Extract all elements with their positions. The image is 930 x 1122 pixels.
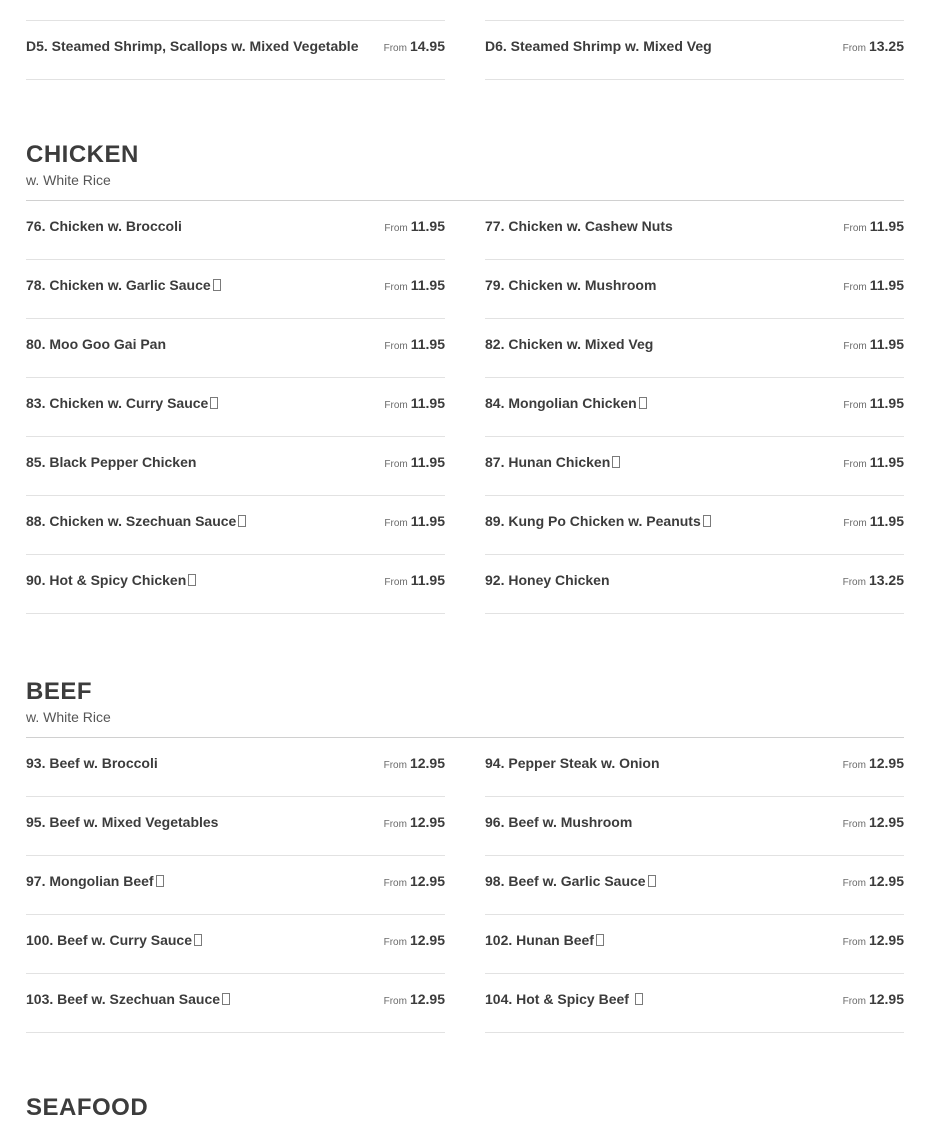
spicy-icon: [213, 279, 221, 291]
menu-item-name: [485, 991, 643, 1007]
menu-item-price-wrap: [384, 277, 445, 295]
menu-item-price: 12.95: [868, 755, 904, 771]
menu-item-name: [485, 454, 620, 470]
menu-item-name: [26, 277, 221, 293]
menu-item-name: [485, 755, 660, 771]
menu-item-price-wrap: [843, 513, 904, 531]
menu-item-name: [485, 218, 673, 234]
menu-item-name-text: 82. Chicken w. Mixed Veg: [485, 336, 654, 352]
menu-item-price-wrap: [843, 572, 904, 590]
menu-item-price-wrap: [843, 814, 904, 832]
section-subtitle: w. White Rice: [26, 709, 111, 725]
spicy-icon: [210, 397, 218, 409]
menu-item-name: [485, 873, 656, 889]
menu-item[interactable]: [485, 437, 904, 496]
menu-item-name: [485, 932, 604, 948]
chicken-section-header: [26, 141, 904, 201]
menu-item-price: 14.95: [409, 38, 445, 54]
menu-item-name-text: 83. Chicken w. Curry Sauce: [26, 395, 209, 411]
menu-item-price-wrap: [384, 991, 445, 1009]
price-from-label: From: [383, 996, 407, 1007]
menu-item[interactable]: [26, 437, 445, 496]
price-from-label: From: [842, 43, 866, 54]
spicy-icon: [194, 934, 202, 946]
menu-item[interactable]: [26, 555, 445, 614]
menu-item-price: 12.95: [409, 755, 445, 771]
menu-item-name: [485, 336, 653, 352]
menu-item-name-text: 98. Beef w. Garlic Sauce: [485, 873, 646, 889]
menu-item-price-wrap: [384, 755, 445, 773]
menu-item-price-wrap: [843, 873, 904, 891]
spicy-icon: [648, 875, 656, 887]
menu-item-price-wrap: [384, 38, 445, 56]
spicy-icon: [639, 397, 647, 409]
menu-item-price: 11.95: [410, 513, 445, 529]
menu-item-price: 12.95: [409, 873, 445, 889]
menu-item-name-text: 89. Kung Po Chicken w. Peanuts: [485, 513, 701, 529]
price-from-label: From: [384, 223, 408, 234]
menu-item[interactable]: [26, 915, 445, 974]
menu-item[interactable]: [485, 738, 904, 797]
menu-item-name: [485, 814, 632, 830]
menu-item[interactable]: [485, 201, 904, 260]
menu-item[interactable]: [26, 201, 445, 260]
menu-item-name: [26, 395, 218, 411]
menu-item-price-wrap: [843, 336, 904, 354]
section-title: BEEF: [26, 678, 93, 705]
menu-item-price-wrap: [843, 991, 904, 1009]
menu-item-name: D6. Steamed Shrimp w. Mixed Veg: [485, 38, 712, 54]
menu-item-name-text: 84. Mongolian Chicken: [485, 395, 637, 411]
menu-item-price-wrap: [843, 755, 904, 773]
spicy-icon: [596, 934, 604, 946]
menu-item-name-text: 92. Honey Chicken: [485, 572, 610, 588]
price-from-label: From: [384, 400, 408, 411]
menu-item-name-text: 78. Chicken w. Garlic Sauce: [26, 277, 211, 293]
menu-item-price: 11.95: [869, 454, 904, 470]
menu-item-price: 12.95: [409, 814, 445, 830]
menu-item-price-wrap: [843, 218, 904, 236]
price-from-label: From: [842, 577, 866, 588]
menu-item-name: [485, 395, 647, 411]
menu-item-name-text: 96. Beef w. Mushroom: [485, 814, 633, 830]
spicy-icon: [612, 456, 620, 468]
menu-item-name: [26, 513, 246, 529]
price-from-label: From: [384, 282, 408, 293]
price-from-label: From: [383, 760, 407, 771]
menu-item-name-text: 97. Mongolian Beef: [26, 873, 154, 889]
chicken-menu-grid: [26, 201, 904, 614]
price-from-label: From: [842, 819, 866, 830]
chicken-section: [26, 141, 904, 614]
menu-item-name: D5. Steamed Shrimp, Scallops w. Mixed Vegetable: [26, 38, 359, 54]
menu-item-name-text: 102. Hunan Beef: [485, 932, 594, 948]
spicy-icon: [156, 875, 164, 887]
menu-item[interactable]: [26, 856, 445, 915]
menu-item-name: [26, 454, 196, 470]
menu-item-price: 12.95: [868, 932, 904, 948]
menu-item-price: 11.95: [410, 572, 445, 588]
menu-item-price-wrap: [843, 932, 904, 950]
menu-item[interactable]: [26, 260, 445, 319]
spicy-icon: [703, 515, 711, 527]
dinner-specials-section-tail: [26, 20, 904, 80]
seafood-section: [26, 1094, 904, 1122]
menu-item-price: 11.95: [869, 395, 904, 411]
price-from-label: From: [384, 577, 408, 588]
menu-item-price: 11.95: [410, 454, 445, 470]
menu-item-name: [26, 572, 196, 588]
menu-item-price: 11.95: [869, 218, 904, 234]
menu-item-price: 12.95: [409, 932, 445, 948]
menu-item-price-wrap: [843, 395, 904, 413]
menu-item-price-wrap: [384, 814, 445, 832]
menu-item-price-wrap: [384, 932, 445, 950]
menu-item[interactable]: [26, 797, 445, 856]
menu-item-name: [26, 755, 158, 771]
menu-item-price-wrap: [384, 873, 445, 891]
menu-item-name: [26, 336, 166, 352]
spicy-icon: [238, 515, 246, 527]
menu-item[interactable]: [485, 319, 904, 378]
menu-item-name-text: 87. Hunan Chicken: [485, 454, 611, 470]
menu-item-name-text: 88. Chicken w. Szechuan Sauce: [26, 513, 237, 529]
menu-item[interactable]: [485, 20, 904, 80]
menu-item[interactable]: [485, 496, 904, 555]
menu-item-name: [26, 873, 164, 889]
menu-item-name-text: 100. Beef w. Curry Sauce: [26, 932, 193, 948]
spicy-icon: [635, 993, 643, 1005]
menu-item-name-text: 103. Beef w. Szechuan Sauce: [26, 991, 221, 1007]
menu-item-price-wrap: [384, 218, 445, 236]
price-from-label: From: [842, 996, 866, 1007]
price-from-label: From: [383, 878, 407, 889]
section-subtitle: w. White Rice: [26, 172, 111, 188]
menu-item[interactable]: [485, 915, 904, 974]
menu-item-name: [485, 513, 711, 529]
price-from-label: From: [843, 518, 867, 529]
menu-item-name: [485, 277, 656, 293]
menu-item-price: 11.95: [410, 218, 445, 234]
menu-item-name: [26, 814, 218, 830]
beef-menu-grid: [26, 738, 904, 1033]
spicy-icon: [222, 993, 230, 1005]
menu-item-name-text: 90. Hot & Spicy Chicken: [26, 572, 187, 588]
menu-grid-top: [26, 20, 904, 80]
beef-section-header: [26, 678, 904, 738]
menu-item-name-text: 85. Black Pepper Chicken: [26, 454, 197, 470]
section-title: SEAFOOD: [26, 1094, 149, 1121]
menu-item-price: 11.95: [410, 395, 445, 411]
menu-item-price: 12.95: [868, 873, 904, 889]
price-from-label: From: [843, 400, 867, 411]
menu-item-price-wrap: [384, 336, 445, 354]
menu-item-price: 12.95: [868, 814, 904, 830]
menu-item-name-text: 94. Pepper Steak w. Onion: [485, 755, 660, 771]
menu-item[interactable]: [26, 496, 445, 555]
menu-item-price-wrap: [843, 277, 904, 295]
menu-item-name-text: 95. Beef w. Mixed Vegetables: [26, 814, 219, 830]
menu-item-name-text: 76. Chicken w. Broccoli: [26, 218, 182, 234]
menu-item[interactable]: [485, 797, 904, 856]
menu-item[interactable]: [26, 738, 445, 797]
price-from-label: From: [843, 282, 867, 293]
menu-item-name-text: 93. Beef w. Broccoli: [26, 755, 158, 771]
menu-item-price: 13.25: [868, 38, 904, 54]
beef-section: [26, 678, 904, 1033]
price-from-label: From: [843, 341, 867, 352]
menu-item-name: [26, 932, 202, 948]
price-from-label: From: [383, 937, 407, 948]
menu-item-name: [485, 572, 610, 588]
price-from-label: From: [383, 43, 407, 54]
menu-item[interactable]: [26, 319, 445, 378]
menu-item[interactable]: [26, 378, 445, 437]
menu-item-price: 12.95: [868, 991, 904, 1007]
price-from-label: From: [384, 459, 408, 470]
menu-item[interactable]: [485, 974, 904, 1033]
menu-item-price: 12.95: [409, 991, 445, 1007]
menu-item-name: [26, 218, 182, 234]
menu-item-price: 11.95: [869, 336, 904, 352]
price-from-label: From: [842, 937, 866, 948]
section-title: CHICKEN: [26, 141, 139, 168]
menu-item-price: 13.25: [868, 572, 904, 588]
menu-item-price: 11.95: [869, 277, 904, 293]
menu-item-price-wrap: [384, 395, 445, 413]
price-from-label: From: [842, 878, 866, 889]
menu-item[interactable]: [485, 260, 904, 319]
menu-item-price-wrap: [384, 454, 445, 472]
menu-item-price: 11.95: [410, 277, 445, 293]
menu-item-price-wrap: [843, 38, 904, 56]
price-from-label: From: [843, 223, 867, 234]
menu-item-price-wrap: [384, 572, 445, 590]
menu-item[interactable]: [485, 555, 904, 614]
menu-item[interactable]: [26, 974, 445, 1033]
spicy-icon: [188, 574, 196, 586]
menu-item[interactable]: [26, 20, 445, 80]
menu-item[interactable]: [485, 378, 904, 437]
menu-item[interactable]: [485, 856, 904, 915]
menu-item-price-wrap: [843, 454, 904, 472]
price-from-label: From: [843, 459, 867, 470]
price-from-label: From: [383, 819, 407, 830]
menu-item-price: 11.95: [410, 336, 445, 352]
menu-item-name-text: 79. Chicken w. Mushroom: [485, 277, 657, 293]
menu-item-name-text: 77. Chicken w. Cashew Nuts: [485, 218, 673, 234]
price-from-label: From: [842, 760, 866, 771]
price-from-label: From: [384, 518, 408, 529]
menu-item-name-text: 104. Hot & Spicy Beef: [485, 991, 633, 1007]
menu-item-price-wrap: [384, 513, 445, 531]
price-from-label: From: [384, 341, 408, 352]
menu-item-price: 11.95: [869, 513, 904, 529]
menu-item-name-text: 80. Moo Goo Gai Pan: [26, 336, 167, 352]
menu-item-name: [26, 991, 230, 1007]
